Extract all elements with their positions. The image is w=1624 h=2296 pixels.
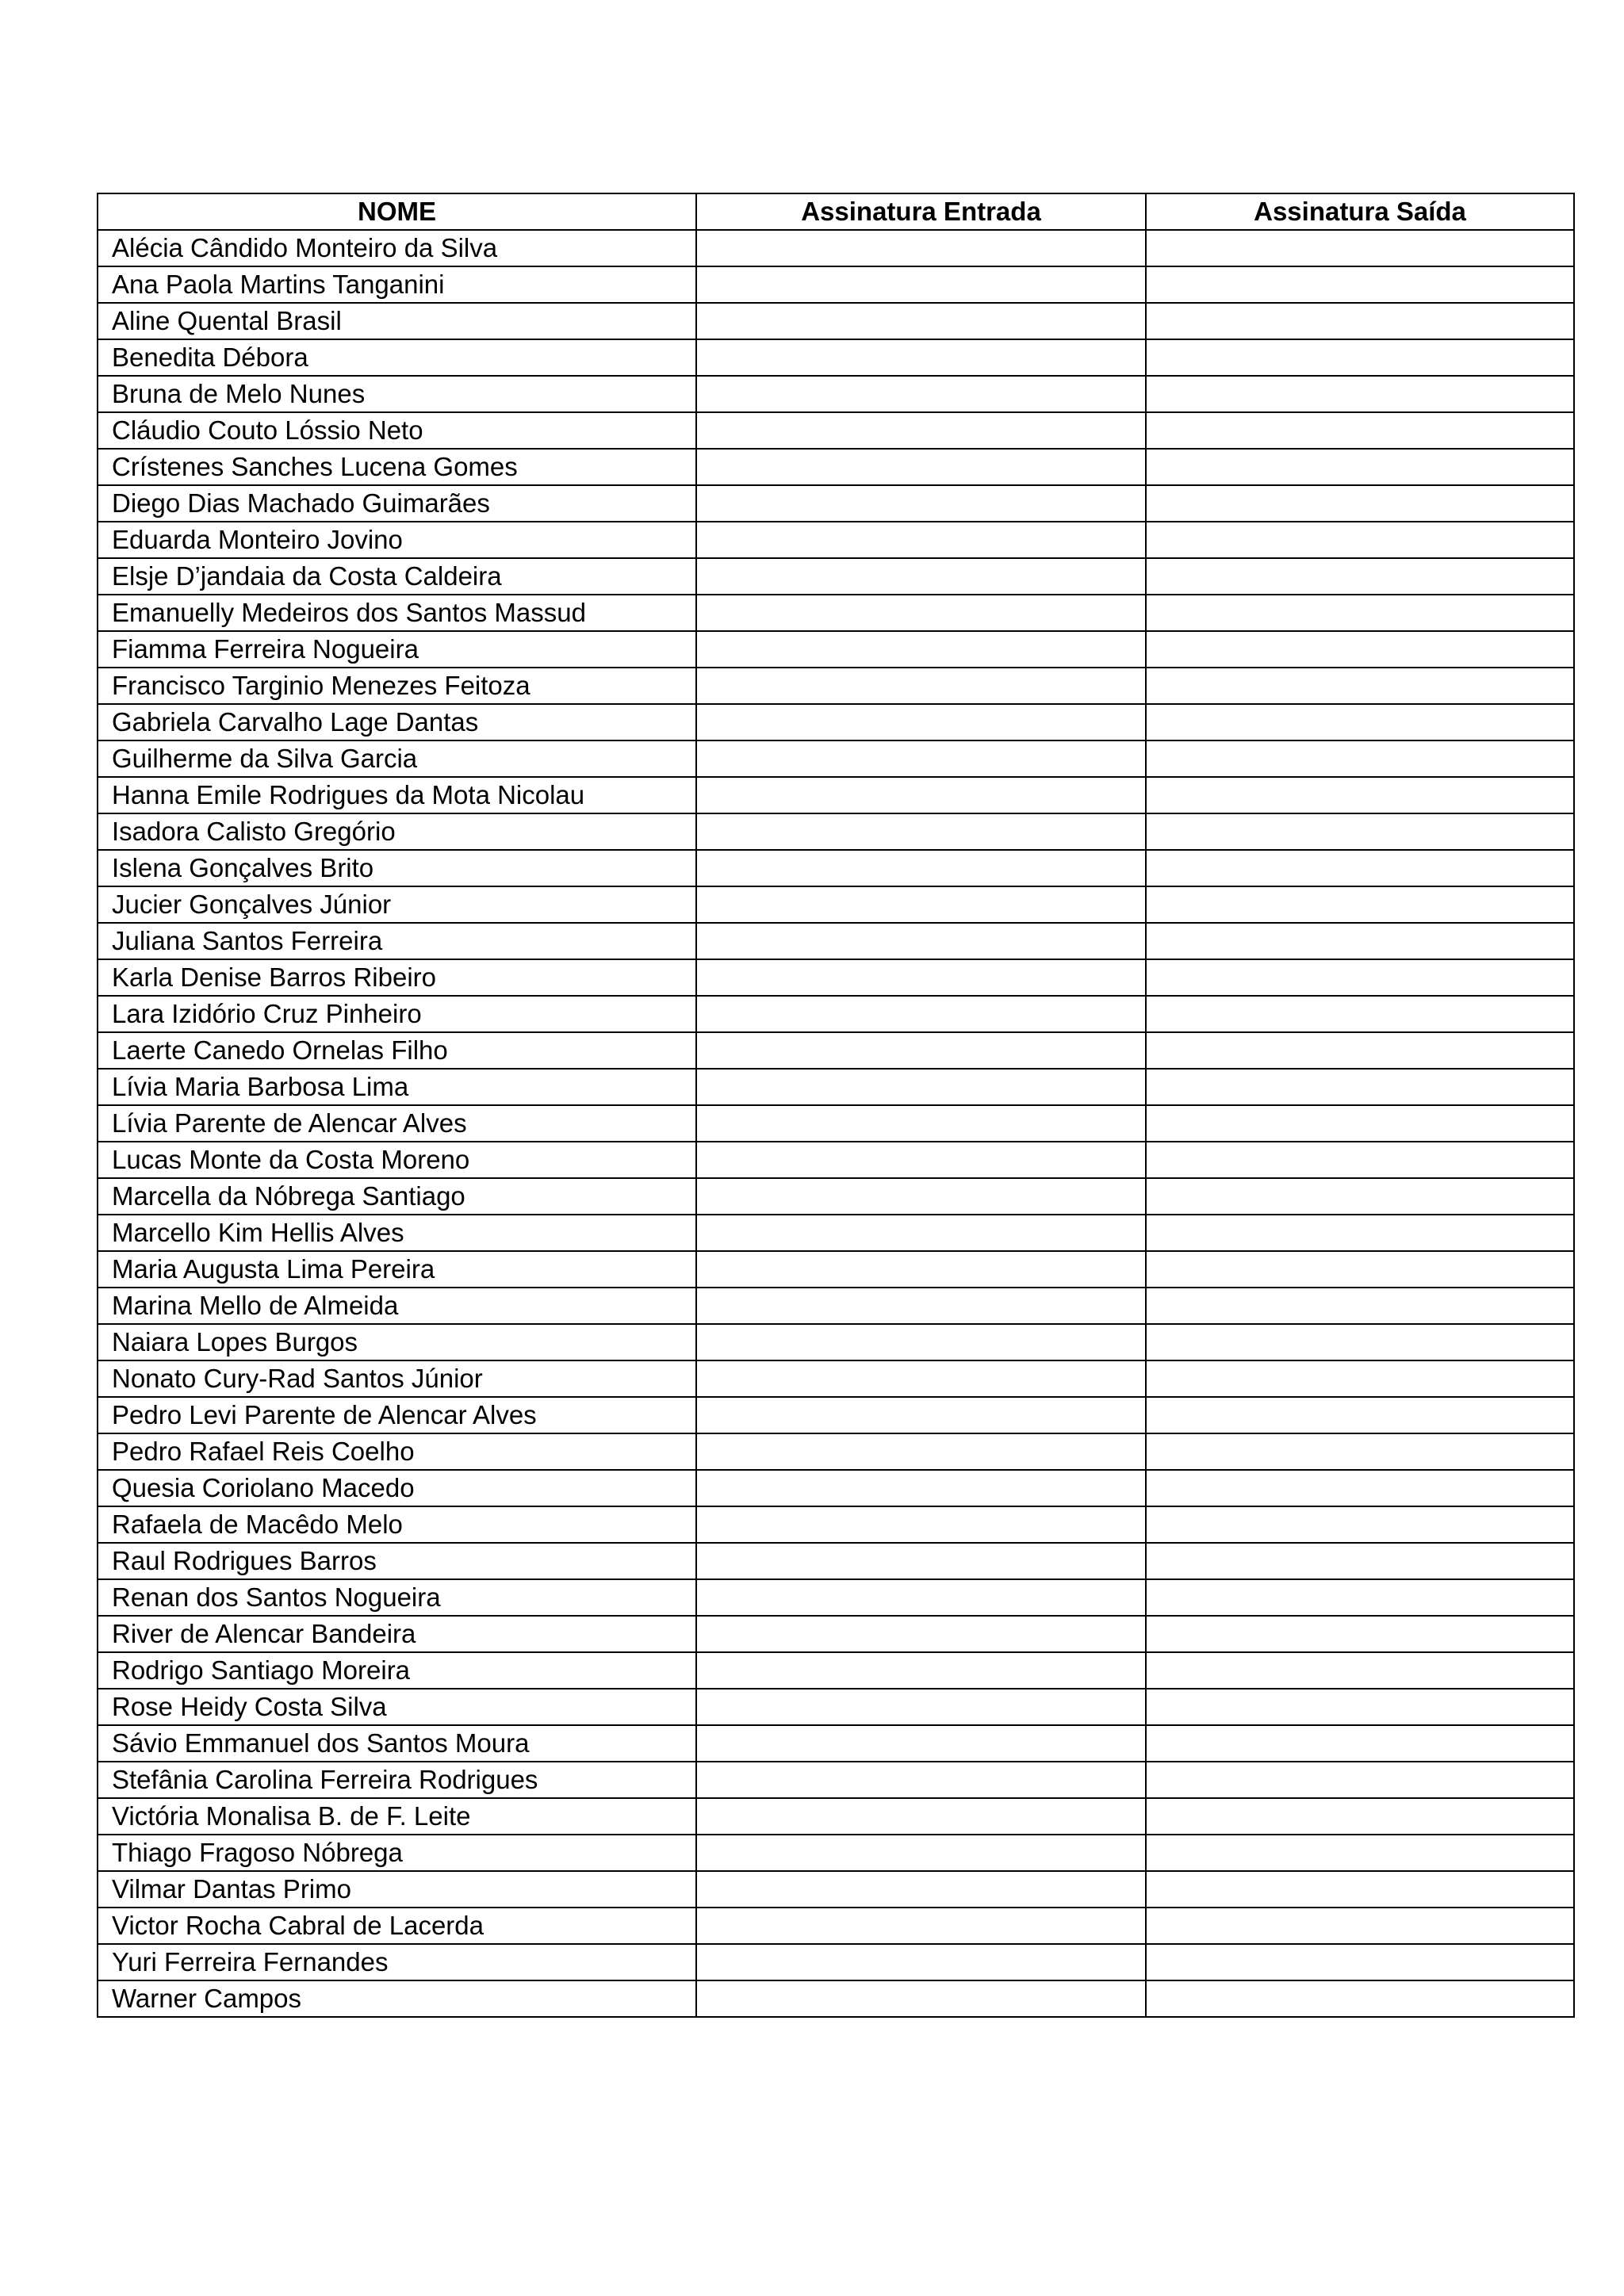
entry-signature-cell <box>696 959 1146 996</box>
participant-name: Aline Quental Brasil <box>98 303 696 339</box>
entry-signature-cell <box>696 1871 1146 1908</box>
table-row <box>98 777 1574 813</box>
participant-name: Francisco Targinio Menezes Feitoza <box>98 668 696 704</box>
exit-signature-cell <box>1146 813 1574 850</box>
participant-name: Eduarda Monteiro Jovino <box>98 522 696 558</box>
entry-signature-cell <box>696 1142 1146 1178</box>
entry-signature-cell <box>696 1324 1146 1360</box>
exit-signature-cell <box>1146 1433 1574 1470</box>
header-entry-signature: Assinatura Entrada <box>696 193 1146 230</box>
participant-name: Elsje D’jandaia da Costa Caldeira <box>98 558 696 595</box>
participant-name: Marina Mello de Almeida <box>98 1288 696 1324</box>
exit-signature-cell <box>1146 1105 1574 1142</box>
table-row <box>98 1908 1574 1944</box>
entry-signature-cell <box>696 1032 1146 1069</box>
entry-signature-cell <box>696 740 1146 777</box>
table-row <box>98 522 1574 558</box>
table-row <box>98 1215 1574 1251</box>
exit-signature-cell <box>1146 1215 1574 1251</box>
participant-name: Raul Rodrigues Barros <box>98 1543 696 1579</box>
participant-name: Thiago Fragoso Nóbrega <box>98 1835 696 1871</box>
entry-signature-cell <box>696 777 1146 813</box>
table-row <box>98 923 1574 959</box>
table-row <box>98 266 1574 303</box>
participant-name: Diego Dias Machado Guimarães <box>98 485 696 522</box>
table-row <box>98 1178 1574 1215</box>
exit-signature-cell <box>1146 595 1574 631</box>
participant-name: Marcella da Nóbrega Santiago <box>98 1178 696 1215</box>
table-row <box>98 1652 1574 1689</box>
participant-name: River de Alencar Bandeira <box>98 1616 696 1652</box>
table-row <box>98 886 1574 923</box>
entry-signature-cell <box>696 1105 1146 1142</box>
entry-signature-cell <box>696 1433 1146 1470</box>
entry-signature-cell <box>696 886 1146 923</box>
exit-signature-cell <box>1146 631 1574 668</box>
participant-name: Sávio Emmanuel dos Santos Moura <box>98 1725 696 1762</box>
participant-name: Juliana Santos Ferreira <box>98 923 696 959</box>
exit-signature-cell <box>1146 1470 1574 1506</box>
table-row <box>98 1871 1574 1908</box>
exit-signature-cell <box>1146 1579 1574 1616</box>
table-row <box>98 1251 1574 1288</box>
entry-signature-cell <box>696 1506 1146 1543</box>
participant-name: Guilherme da Silva Garcia <box>98 740 696 777</box>
entry-signature-cell <box>696 1470 1146 1506</box>
exit-signature-cell <box>1146 1324 1574 1360</box>
participant-name: Quesia Coriolano Macedo <box>98 1470 696 1506</box>
participant-name: Isadora Calisto Gregório <box>98 813 696 850</box>
participant-name: Lucas Monte da Costa Moreno <box>98 1142 696 1178</box>
table-row <box>98 1288 1574 1324</box>
attendance-body <box>98 230 1574 2017</box>
exit-signature-cell <box>1146 959 1574 996</box>
table-row <box>98 1725 1574 1762</box>
entry-signature-cell <box>696 303 1146 339</box>
participant-name: Lívia Parente de Alencar Alves <box>98 1105 696 1142</box>
entry-signature-cell <box>696 1579 1146 1616</box>
entry-signature-cell <box>696 1908 1146 1944</box>
table-row <box>98 595 1574 631</box>
table-row <box>98 1470 1574 1506</box>
exit-signature-cell <box>1146 230 1574 266</box>
table-row <box>98 376 1574 412</box>
entry-signature-cell <box>696 1288 1146 1324</box>
entry-signature-cell <box>696 1543 1146 1579</box>
entry-signature-cell <box>696 1178 1146 1215</box>
participant-name: Pedro Rafael Reis Coelho <box>98 1433 696 1470</box>
participant-name: Yuri Ferreira Fernandes <box>98 1944 696 1980</box>
exit-signature-cell <box>1146 339 1574 376</box>
table-row <box>98 1360 1574 1397</box>
table-row <box>98 740 1574 777</box>
table-row <box>98 1616 1574 1652</box>
exit-signature-cell <box>1146 1908 1574 1944</box>
table-row <box>98 1980 1574 2017</box>
table-row <box>98 1543 1574 1579</box>
table-row <box>98 1944 1574 1980</box>
exit-signature-cell <box>1146 704 1574 740</box>
table-row <box>98 1689 1574 1725</box>
entry-signature-cell <box>696 1798 1146 1835</box>
entry-signature-cell <box>696 1835 1146 1871</box>
entry-signature-cell <box>696 266 1146 303</box>
participant-name: Rodrigo Santiago Moreira <box>98 1652 696 1689</box>
entry-signature-cell <box>696 522 1146 558</box>
exit-signature-cell <box>1146 1725 1574 1762</box>
exit-signature-cell <box>1146 1397 1574 1433</box>
entry-signature-cell <box>696 813 1146 850</box>
participant-name: Rose Heidy Costa Silva <box>98 1689 696 1725</box>
exit-signature-cell <box>1146 449 1574 485</box>
participant-name: Nonato Cury-Rad Santos Júnior <box>98 1360 696 1397</box>
participant-name: Hanna Emile Rodrigues da Mota Nicolau <box>98 777 696 813</box>
table-row <box>98 1579 1574 1616</box>
exit-signature-cell <box>1146 376 1574 412</box>
table-row <box>98 996 1574 1032</box>
table-header-row <box>98 193 1574 230</box>
exit-signature-cell <box>1146 303 1574 339</box>
participant-name: Warner Campos <box>98 1980 696 2017</box>
exit-signature-cell <box>1146 1616 1574 1652</box>
table-row <box>98 631 1574 668</box>
entry-signature-cell <box>696 1215 1146 1251</box>
exit-signature-cell <box>1146 1835 1574 1871</box>
entry-signature-cell <box>696 1689 1146 1725</box>
table-row <box>98 1433 1574 1470</box>
table-row <box>98 1032 1574 1069</box>
table-row <box>98 668 1574 704</box>
participant-name: Bruna de Melo Nunes <box>98 376 696 412</box>
entry-signature-cell <box>696 704 1146 740</box>
participant-name: Maria Augusta Lima Pereira <box>98 1251 696 1288</box>
exit-signature-cell <box>1146 850 1574 886</box>
participant-name: Jucier Gonçalves Júnior <box>98 886 696 923</box>
participant-name: Victor Rocha Cabral de Lacerda <box>98 1908 696 1944</box>
exit-signature-cell <box>1146 1689 1574 1725</box>
entry-signature-cell <box>696 1762 1146 1798</box>
entry-signature-cell <box>696 595 1146 631</box>
header-name: NOME <box>98 193 696 230</box>
exit-signature-cell <box>1146 886 1574 923</box>
entry-signature-cell <box>696 1360 1146 1397</box>
participant-name: Rafaela de Macêdo Melo <box>98 1506 696 1543</box>
exit-signature-cell <box>1146 1288 1574 1324</box>
table-row <box>98 1324 1574 1360</box>
entry-signature-cell <box>696 558 1146 595</box>
exit-signature-cell <box>1146 923 1574 959</box>
table-row <box>98 1397 1574 1433</box>
exit-signature-cell <box>1146 1652 1574 1689</box>
exit-signature-cell <box>1146 1069 1574 1105</box>
participant-name: Naiara Lopes Burgos <box>98 1324 696 1360</box>
exit-signature-cell <box>1146 1980 1574 2017</box>
entry-signature-cell <box>696 1980 1146 2017</box>
table-row <box>98 1105 1574 1142</box>
entry-signature-cell <box>696 923 1146 959</box>
entry-signature-cell <box>696 339 1146 376</box>
entry-signature-cell <box>696 1725 1146 1762</box>
table-row <box>98 1142 1574 1178</box>
entry-signature-cell <box>696 376 1146 412</box>
participant-name: Karla Denise Barros Ribeiro <box>98 959 696 996</box>
participant-name: Stefânia Carolina Ferreira Rodrigues <box>98 1762 696 1798</box>
attendance-table <box>97 193 1575 2018</box>
table-row <box>98 850 1574 886</box>
participant-name: Vilmar Dantas Primo <box>98 1871 696 1908</box>
participant-name: Fiamma Ferreira Nogueira <box>98 631 696 668</box>
entry-signature-cell <box>696 1616 1146 1652</box>
participant-name: Pedro Levi Parente de Alencar Alves <box>98 1397 696 1433</box>
entry-signature-cell <box>696 449 1146 485</box>
participant-name: Laerte Canedo Ornelas Filho <box>98 1032 696 1069</box>
exit-signature-cell <box>1146 1944 1574 1980</box>
attendance-sheet <box>97 193 1573 2018</box>
exit-signature-cell <box>1146 996 1574 1032</box>
exit-signature-cell <box>1146 266 1574 303</box>
participant-name: Renan dos Santos Nogueira <box>98 1579 696 1616</box>
exit-signature-cell <box>1146 1798 1574 1835</box>
exit-signature-cell <box>1146 1142 1574 1178</box>
exit-signature-cell <box>1146 740 1574 777</box>
entry-signature-cell <box>696 1251 1146 1288</box>
participant-name: Ana Paola Martins Tanganini <box>98 266 696 303</box>
participant-name: Crístenes Sanches Lucena Gomes <box>98 449 696 485</box>
table-row <box>98 449 1574 485</box>
participant-name: Lara Izidório Cruz Pinheiro <box>98 996 696 1032</box>
exit-signature-cell <box>1146 558 1574 595</box>
participant-name: Lívia Maria Barbosa Lima <box>98 1069 696 1105</box>
participant-name: Emanuelly Medeiros dos Santos Massud <box>98 595 696 631</box>
table-row <box>98 230 1574 266</box>
entry-signature-cell <box>696 631 1146 668</box>
exit-signature-cell <box>1146 412 1574 449</box>
exit-signature-cell <box>1146 1178 1574 1215</box>
exit-signature-cell <box>1146 522 1574 558</box>
participant-name: Cláudio Couto Lóssio Neto <box>98 412 696 449</box>
exit-signature-cell <box>1146 1506 1574 1543</box>
exit-signature-cell <box>1146 1251 1574 1288</box>
table-row <box>98 813 1574 850</box>
entry-signature-cell <box>696 412 1146 449</box>
participant-name: Victória Monalisa B. de F. Leite <box>98 1798 696 1835</box>
table-row <box>98 1069 1574 1105</box>
table-row <box>98 412 1574 449</box>
entry-signature-cell <box>696 1397 1146 1433</box>
participant-name: Islena Gonçalves Brito <box>98 850 696 886</box>
entry-signature-cell <box>696 668 1146 704</box>
exit-signature-cell <box>1146 777 1574 813</box>
table-row <box>98 303 1574 339</box>
table-row <box>98 558 1574 595</box>
table-row <box>98 339 1574 376</box>
exit-signature-cell <box>1146 1360 1574 1397</box>
table-row <box>98 1762 1574 1798</box>
participant-name: Alécia Cândido Monteiro da Silva <box>98 230 696 266</box>
table-row <box>98 959 1574 996</box>
table-row <box>98 1835 1574 1871</box>
participant-name: Benedita Débora <box>98 339 696 376</box>
header-exit-signature: Assinatura Saída <box>1146 193 1574 230</box>
exit-signature-cell <box>1146 485 1574 522</box>
entry-signature-cell <box>696 230 1146 266</box>
entry-signature-cell <box>696 996 1146 1032</box>
entry-signature-cell <box>696 850 1146 886</box>
table-row <box>98 485 1574 522</box>
exit-signature-cell <box>1146 1032 1574 1069</box>
exit-signature-cell <box>1146 1543 1574 1579</box>
entry-signature-cell <box>696 1652 1146 1689</box>
entry-signature-cell <box>696 485 1146 522</box>
entry-signature-cell <box>696 1069 1146 1105</box>
entry-signature-cell <box>696 1944 1146 1980</box>
exit-signature-cell <box>1146 668 1574 704</box>
exit-signature-cell <box>1146 1871 1574 1908</box>
exit-signature-cell <box>1146 1762 1574 1798</box>
participant-name: Gabriela Carvalho Lage Dantas <box>98 704 696 740</box>
table-row <box>98 1798 1574 1835</box>
table-row <box>98 704 1574 740</box>
table-row <box>98 1506 1574 1543</box>
participant-name: Marcello Kim Hellis Alves <box>98 1215 696 1251</box>
